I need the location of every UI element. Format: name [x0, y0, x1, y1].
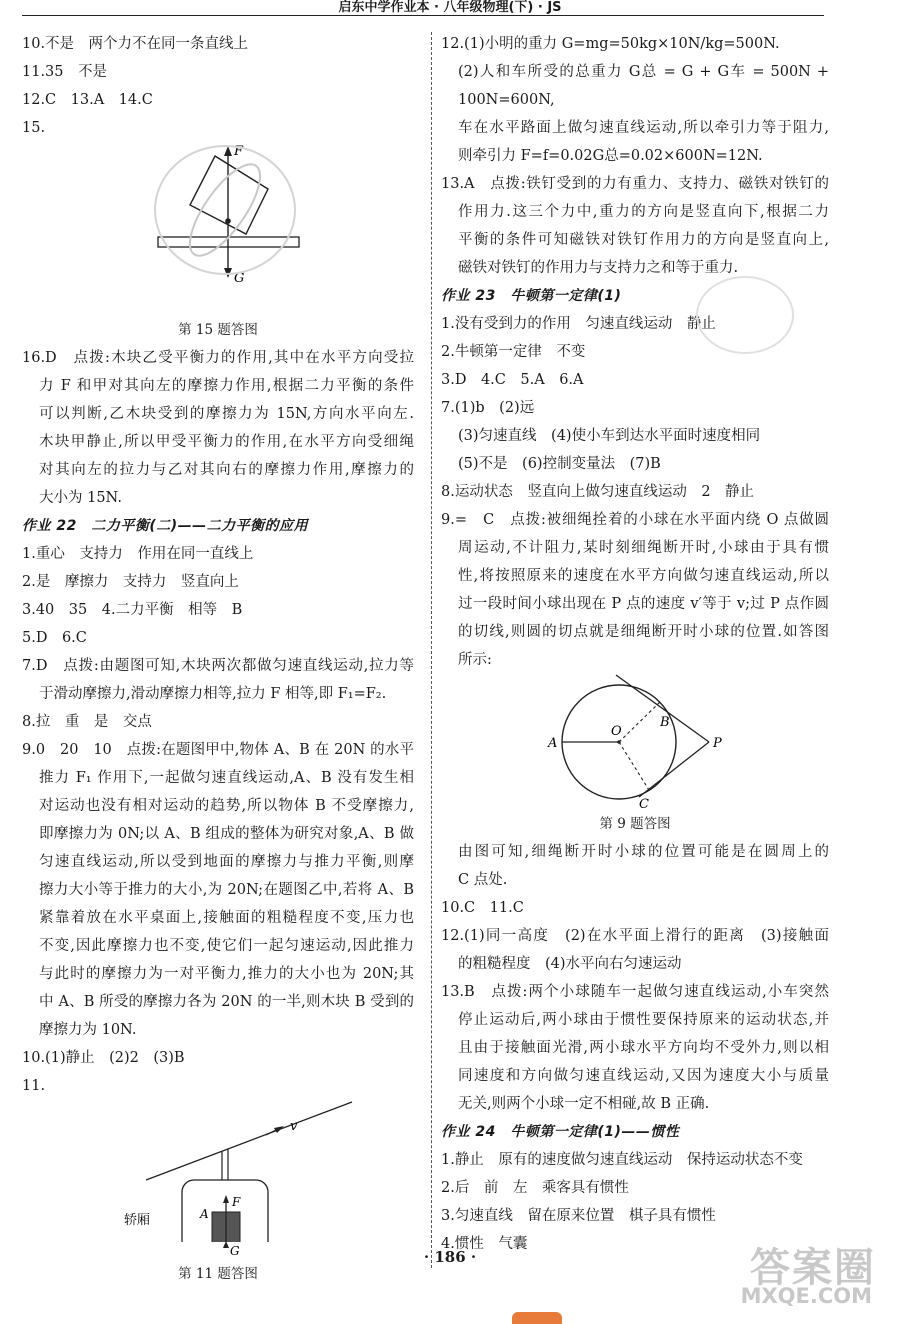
- answer-line: 11.35 不是: [22, 64, 108, 80]
- answer-line: 13.A 点拨:铁钉受到的力有重力、支持力、磁铁对铁钉的: [441, 176, 829, 192]
- answer-line: 可以判断,乙木块受到的摩擦力为 15N,方向水平向左.: [39, 406, 414, 422]
- radius-oc: [619, 742, 649, 790]
- answers-10-15: [22, 30, 414, 142]
- answer-line: 10.C 11.C: [441, 900, 524, 916]
- point-o: [617, 740, 621, 744]
- answer-line: 10.不是 两个力不在同一条直线上: [22, 36, 249, 52]
- answer-line: 对其向左的拉力与乙对其向右的摩擦力作用,摩擦力的: [39, 462, 414, 478]
- answer-line: 且由于接触面光滑,两小球水平方向均不受外力,则以相: [458, 1040, 829, 1056]
- answer-line: (5)不是 (6)控制变量法 (7)B: [458, 456, 661, 472]
- answers-23: [441, 310, 829, 674]
- answer-line: 13.B 点拨:两个小球随车一起做匀速直线运动,小车突然: [441, 984, 829, 1000]
- answer-line: 1.静止 原有的速度做匀速直线运动 保持运动状态不变: [441, 1152, 803, 1168]
- answer-line: 1.重心 支持力 作用在同一直线上: [22, 546, 254, 562]
- answer-line: 与此时的摩擦力为一对平衡力,推力的大小也为 20N;其: [39, 966, 414, 982]
- answer-12: [441, 30, 829, 170]
- answer-line: 3.匀速直线 留在原来位置 棋子具有惯性: [441, 1208, 716, 1224]
- answer-line: 2.后 前 左 乘客具有惯性: [441, 1180, 629, 1196]
- answer-line: 擦力大小等于推力的大小,为 20N;在题图乙中,若将 A、B: [39, 882, 414, 898]
- label-o: O: [611, 724, 622, 739]
- label-a: A: [548, 736, 558, 751]
- answer-line: 对运动也没有相对运动的趋势,所以物体 B 不受摩擦力,: [39, 798, 414, 814]
- answer-line: 11.: [22, 1078, 46, 1094]
- answer-line: C 点处.: [458, 872, 508, 888]
- answer-line: 100N=600N,: [458, 92, 555, 108]
- left-column: [22, 30, 414, 1282]
- answer-line: 15.: [22, 120, 46, 136]
- answer-line: 性,将按照原来的速度在水平方向做匀速直线运动,所以: [458, 568, 829, 584]
- label-v: v: [290, 1119, 298, 1134]
- answer-line: 9.0 20 10 点拨:在题图甲中,物体 A、B 在 20N 的水平: [22, 742, 414, 758]
- header-title: 启东中学作业本 · 八年级物理(下) · JS: [338, 0, 562, 15]
- answer-line: 7.D 点拨:由题图可知,木块两次都做匀速直线运动,拉力等: [22, 658, 414, 674]
- answer-line: 3.D 4.C 5.A 6.A: [441, 372, 584, 388]
- answer-line: 的粗糙程度 (4)水平向右匀速运动: [458, 956, 682, 972]
- answer-line: 中 A、B 所受的摩擦力各为 20N 的一半,则木块 B 受到的: [39, 994, 414, 1010]
- label-c: C: [639, 797, 649, 810]
- answer-line: 则牵引力 F=f=0.02G总=0.02×600N=12N.: [458, 148, 763, 164]
- figure-9: [441, 674, 829, 838]
- answer-line: 的切线,则圆的切点就是细绳断开时小球的位置.如答图: [458, 624, 829, 640]
- answer-line: 4.惯性 气囊: [441, 1236, 528, 1252]
- label-f: F: [232, 1195, 241, 1209]
- answer-line: 紧靠着放在水平桌面上,接触面的粗糙程度不变,压力也: [39, 910, 414, 926]
- answer-line: 不变,因此摩擦力也不变,使它们一起匀速运动,因此推力: [39, 938, 414, 954]
- figure-11-caption: 第 11 题答图: [178, 1266, 258, 1282]
- answer-line: (2)人和车所受的总重力 G总 = G + G车 = 500N +: [458, 64, 829, 80]
- right-column: [441, 30, 829, 1258]
- section-title-23: 作业 23 牛顿第一定律(1): [441, 288, 622, 304]
- answer-line: 大小为 15N.: [39, 490, 122, 506]
- answer-13: [441, 170, 829, 282]
- answer-line: 即摩擦力为 0N;以 A、B 组成的整体为研究对象,A、B 做: [39, 826, 414, 842]
- label-a: A: [200, 1207, 209, 1221]
- figure-9-diagram: [441, 674, 829, 810]
- answer-line: 过一段时间小球出现在 P 点的速度 v′等于 v;过 P 点作圆: [458, 596, 829, 612]
- figure-11: [22, 1100, 414, 1282]
- answer-line: 周运动,不计阻力,某时刻细绳断开时,小球由于具有惯: [458, 540, 829, 556]
- answer-line: 12.(1)小明的重力 G=mg=50kg×10N/kg=500N.: [441, 36, 780, 52]
- answer-line: 同速度和方向做匀速直线运动,又因为速度大小与质量: [458, 1068, 829, 1084]
- watermark-url: MXQE.COM: [740, 1284, 872, 1308]
- answer-line: 9.= C 点拨:被细绳拴着的小球在水平面内绕 O 点做圆: [441, 512, 829, 528]
- answer-line: 8.拉 重 是 交点: [22, 714, 152, 730]
- header-rule: [22, 15, 824, 16]
- answer-line: 于滑动摩擦力,滑动摩擦力相等,拉力 F 相等,即 F₁=F₂.: [39, 686, 387, 702]
- label-g: G: [234, 271, 245, 286]
- label-cabin: 轿厢: [124, 1213, 151, 1228]
- answer-16: [22, 344, 414, 512]
- incline-cable: [146, 1102, 352, 1180]
- answer-line: 3.40 35 4.二力平衡 相等 B: [22, 602, 243, 618]
- answer-line: 木块甲静止,所以甲受平衡力的作用,在水平方向受细绳: [39, 434, 414, 450]
- answer-line: 2.是 摩擦力 支持力 竖直向上: [22, 574, 239, 590]
- figure-15-caption: 第 15 题答图: [178, 322, 258, 338]
- answer-line: 7.(1)b (2)远: [441, 400, 535, 416]
- answers-9-13: [441, 838, 829, 1118]
- center-point: [225, 218, 231, 224]
- page-number: · 186 ·: [423, 1248, 477, 1266]
- tangent-lower: [639, 742, 709, 797]
- watermark-text: 答案圈: [750, 1245, 876, 1291]
- label-f: F: [234, 144, 244, 159]
- answer-line: 1.没有受到力的作用 匀速直线运动 静止: [441, 316, 716, 332]
- bottom-tab-marker: [512, 1312, 562, 1324]
- section-title-24: 作业 24 牛顿第一定律(1)——惯性: [441, 1124, 680, 1140]
- answer-line: 力 F 和甲对其向左的摩擦力作用,根据二力平衡的条件: [39, 378, 414, 394]
- answer-line: 5.D 6.C: [22, 630, 87, 646]
- answer-line: 8.运动状态 竖直向上做匀速直线运动 2 静止: [441, 484, 755, 500]
- figure-15: [22, 142, 414, 344]
- answers-22: [22, 540, 414, 1100]
- answer-line: 12.(1)同一高度 (2)在水平面上滑行的距离 (3)接触面: [441, 928, 829, 944]
- answer-line: 推力 F₁ 作用下,一起做匀速直线运动,A、B 没有发生相: [39, 770, 414, 786]
- label-b: B: [660, 715, 670, 730]
- figure-9-caption: 第 9 题答图: [599, 816, 671, 832]
- answer-line: 所示:: [458, 652, 492, 668]
- label-p: P: [713, 736, 722, 751]
- answer-line: 2.牛顿第一定律 不变: [441, 344, 586, 360]
- answer-line: 磁铁对铁钉的作用力与支持力之和等于重力.: [458, 260, 739, 276]
- answer-line: 12.C 13.A 14.C: [22, 92, 153, 108]
- answer-line: 作用力.这三个力中,重力的方向是竖直向下,根据二力: [458, 204, 829, 220]
- radius-ob: [619, 702, 660, 742]
- site-watermark: [706, 1236, 886, 1314]
- answer-line: 无关,则两个小球一定不相碰,故 B 正确.: [458, 1096, 710, 1112]
- label-g: G: [230, 1244, 240, 1258]
- figure-15-diagram: [22, 142, 414, 317]
- answer-line: 平衡的条件可知磁铁对铁钉作用力的方向是竖直向上,: [458, 232, 829, 248]
- answer-line: 匀速直线运动,所以受到地面的摩擦力与推力平衡,则摩: [39, 854, 414, 870]
- answer-line: 由图可知,细绳断开时小球的位置可能是在圆周上的: [458, 844, 829, 860]
- column-divider: [431, 32, 432, 1268]
- figure-11-diagram: [22, 1100, 414, 1242]
- answer-line: 摩擦力为 10N.: [39, 1022, 137, 1038]
- page-header: [0, 0, 900, 16]
- answer-line: (3)匀速直线 (4)使小车到达水平面时速度相同: [458, 428, 761, 444]
- answer-line: 停止运动后,两小球由于惯性要保持原来的运动状态,并: [458, 1012, 829, 1028]
- answer-line: 10.(1)静止 (2)2 (3)B: [22, 1050, 185, 1066]
- section-title-22: 作业 22 二力平衡(二)——二力平衡的应用: [22, 518, 309, 534]
- answer-line: 车在水平路面上做匀速直线运动,所以牵引力等于阻力,: [458, 120, 829, 136]
- answer-line: 16.D 点拨:木块乙受平衡力的作用,其中在水平方向受拉: [22, 350, 414, 366]
